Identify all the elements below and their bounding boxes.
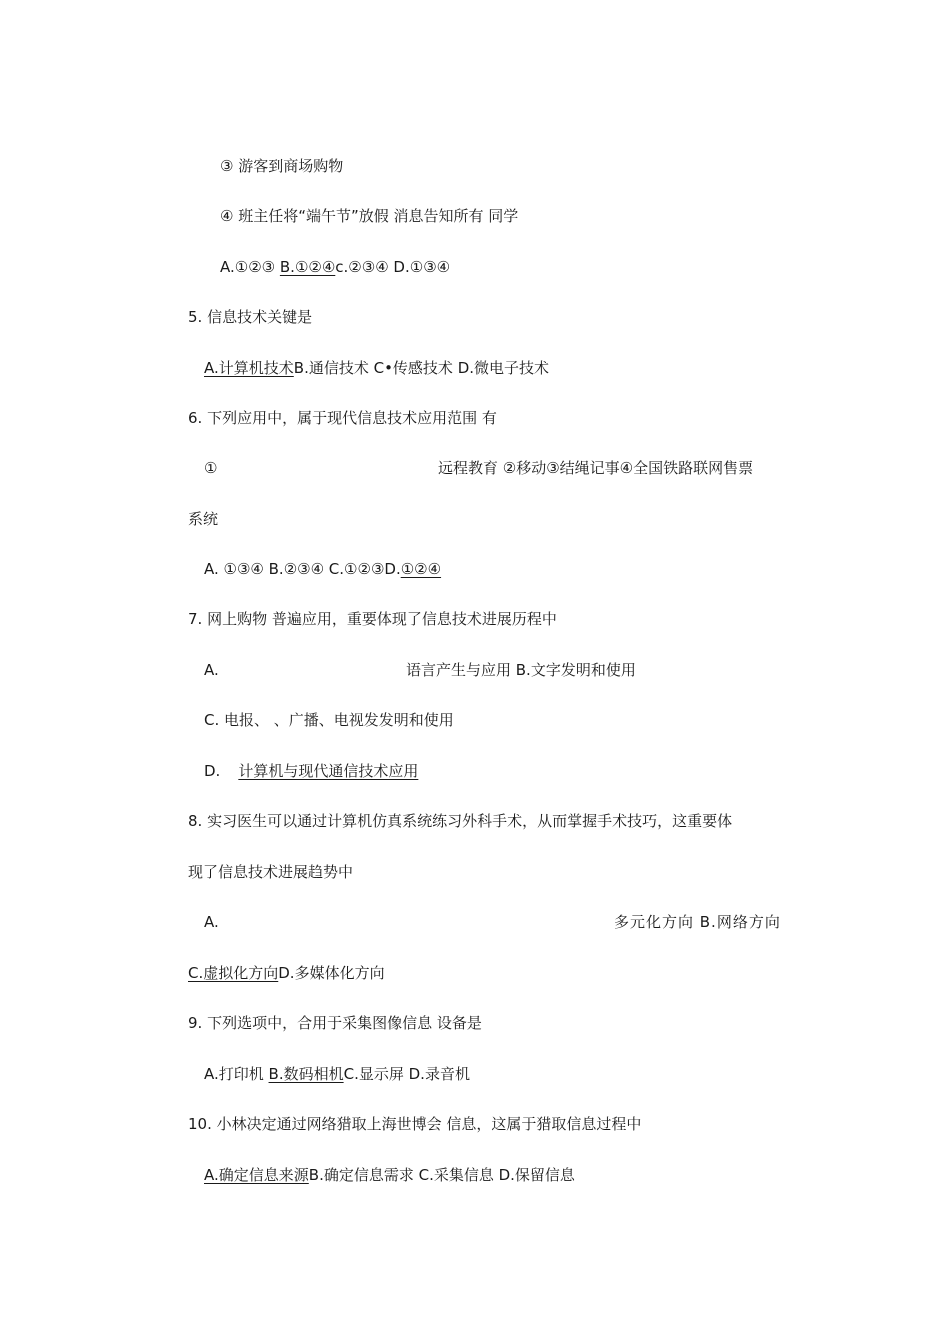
q6-item-marker: ① xyxy=(204,459,218,477)
q5-stem: 5. 信息技术关键是 xyxy=(188,308,313,326)
q9-option-rest: C.显示屏 D.录音机 xyxy=(343,1065,470,1083)
q5-options xyxy=(204,358,549,378)
q7-option-d-answer: 计算机与现代通信技术应用 xyxy=(238,762,419,780)
q10-option-a-answer: A.确定信息来源 xyxy=(204,1166,309,1184)
q6-stem: 6. 下列应用中，属于现代信息技术应用范围 有 xyxy=(188,409,497,427)
q8-option-d: D.多媒体化方向 xyxy=(278,964,385,982)
q6-options xyxy=(204,559,441,579)
q8-stem-line1: 8. 实习医生可以通过计算机仿真系统练习外科手术，从而掌握手术技巧，这重要体 xyxy=(188,812,733,830)
q7-option-a-marker: A. xyxy=(204,661,219,679)
q8-stem-line2: 现了信息技术进展趋势中 xyxy=(188,863,354,881)
q5-option-rest: B.通信技术 C•传感技术 D.微电子技术 xyxy=(293,359,550,377)
q8-option-c-answer: C.虚拟化方向 xyxy=(188,964,279,982)
q6-item-continuation: 系统 xyxy=(188,510,219,528)
q4-item-4: ④ 班主任将“端午节”放假 消息告知所有 同学 xyxy=(220,207,519,225)
q7-option-d-marker: D. xyxy=(204,762,221,780)
q7-option-a-b: 语言产生与应用 B.文字发明和使用 xyxy=(406,661,636,679)
q4-options xyxy=(220,257,450,277)
q10-option-rest: B.确定信息需求 C.采集信息 D.保留信息 xyxy=(308,1166,575,1184)
q10-options xyxy=(204,1165,575,1185)
q8-option-a-marker: A. xyxy=(204,913,219,931)
q5-option-a-answer: A.计算机技术 xyxy=(204,359,294,377)
q10-stem: 10. 小林决定通过网络猎取上海世博会 信息，这属于猎取信息过程中 xyxy=(188,1115,642,1133)
q8-options-cd xyxy=(188,963,385,983)
q9-options xyxy=(204,1064,470,1084)
q6-item-text: 远程教育 ②移动③结绳记事④全国铁路联网售票 xyxy=(438,459,754,477)
q7-option-d xyxy=(204,761,418,781)
q4-option-a: A.①②③ xyxy=(220,258,280,276)
q4-option-b-answer: B.①②④ xyxy=(279,258,336,276)
q9-option-b-answer: B.数码相机 xyxy=(268,1065,344,1083)
q9-option-a: A.打印机 xyxy=(204,1065,269,1083)
q9-stem: 9. 下列选项中，合用于采集图像信息 设备是 xyxy=(188,1014,482,1032)
q4-option-cd: c.②③④ D.①③④ xyxy=(335,258,451,276)
q6-option-abc: A. ①③④ B.②③④ C.①②③D. xyxy=(204,560,401,578)
q7-stem: 7. 网上购物 普遍应用，重要体现了信息技术进展历程中 xyxy=(188,610,557,628)
q4-item-3: ③ 游客到商场购物 xyxy=(220,157,344,175)
q8-option-a-b: 多元化方向 B.网络方向 xyxy=(614,913,781,931)
q6-option-d-answer: ①②④ xyxy=(400,560,442,578)
q7-option-c: C. 电报、 、广播、电视发发明和使用 xyxy=(204,711,454,729)
